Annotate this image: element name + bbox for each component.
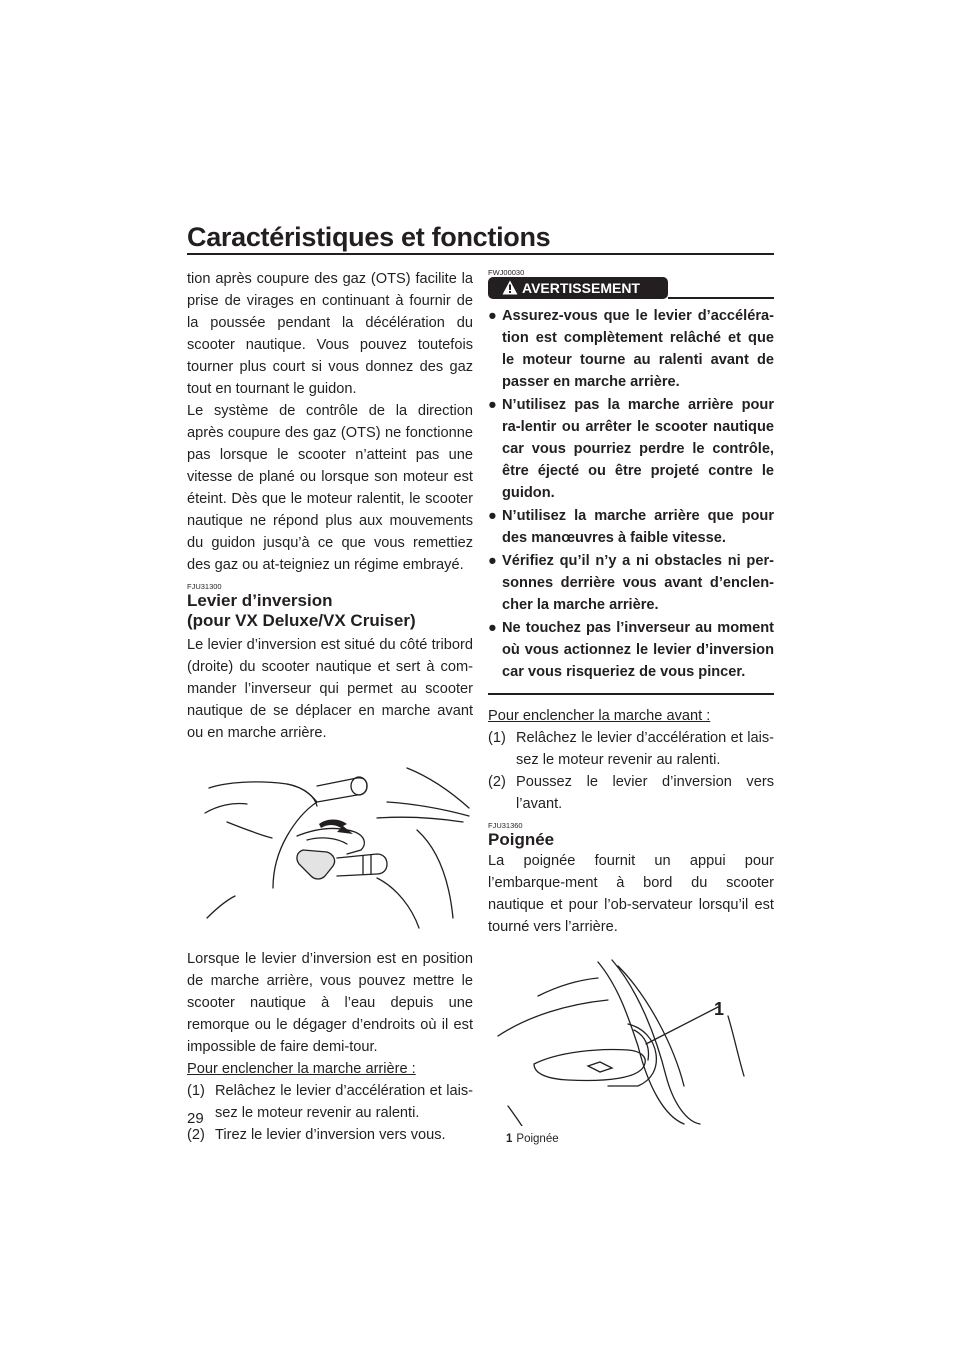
paragraph-reverse-use: Lorsque le levier d’inversion est en position de marche arrière, vous pouvez mettre le scooter nautique à l’eau depuis une remorque ou le dégager d’endroits où il est impossible de faire demi-tour. [187, 951, 473, 1055]
warning-text: N’utilisez pas la marche arrière pour ra-lentir ou arrêter le scooter nautique car vous pourriez perdre le contrôle, être éjecté ou être projeté contre le guidon. [502, 397, 774, 501]
section-code: FJU31300 [187, 582, 222, 591]
paragraph-reverse-lever: Le levier d’inversion est situé du côté tribord (droite) du scooter nautique et sert à com-mander l’inverseur qui permet au scooter nautique de se déplacer en marche avant ou en marche arrière. [187, 637, 473, 741]
forward-procedure-title: Pour enclencher la marche avant : [488, 708, 711, 724]
step-text: Relâchez le levier d’accélération et lais-sez le moteur revenir au ralenti. [516, 730, 774, 768]
warning-item [488, 550, 774, 616]
step-number: (2) [187, 1127, 205, 1143]
reverse-lever-illustration [187, 758, 473, 938]
bullet-icon: ● [488, 620, 497, 636]
warning-item [488, 394, 774, 504]
paragraph-ots-limits: Le système de contrôle de la direction après coupure des gaz (OTS) ne fonctionne pas lorsque le scooter n’atteint pas une vitesse de plané ou lorsque son moteur est éteint. Dès que le moteur ralentit, le scooter nautique ne répond plus aux mouvements du guidon jusqu’à ce que vous remettiez des gaz ou at-teigniez un régime embrayé. [187, 403, 473, 573]
grab-handle-illustration [488, 956, 774, 1126]
heading-reverse-lever-models: (pour VX Deluxe/VX Cruiser) [187, 611, 416, 630]
warning-text: Ne touchez pas l’inverseur au moment où vous actionnez le levier d’inversion car vous risqueriez de vous pincer. [502, 620, 774, 680]
warning-item [488, 305, 774, 393]
bullet-icon: ● [488, 397, 497, 413]
warning-rule [668, 297, 774, 299]
step-text: Tirez le levier d’inversion vers vous. [215, 1127, 446, 1143]
forward-step [488, 727, 774, 771]
figure-caption [488, 1128, 774, 1150]
page-number: 29 [187, 1110, 204, 1127]
reverse-step [187, 1124, 473, 1146]
warning-text: Assurez-vous que le levier d’accéléra-tion est complètement relâché et que le moteur tourne au ralenti avant de passer en marche arrière. [502, 308, 774, 390]
warning-item [488, 505, 774, 549]
warning-icon [502, 280, 518, 295]
warning-text: Vérifiez qu’il n’y a ni obstacles ni per-sonnes derrière vous avant d’enclen-cher la marche arrière. [502, 553, 774, 613]
step-text: Relâchez le levier d’accélération et lais-sez le moteur revenir au ralenti. [215, 1083, 473, 1121]
callout-number: 1 [714, 999, 725, 1019]
bullet-icon: ● [488, 553, 497, 569]
caption-text: Poignée [516, 1133, 559, 1145]
caption-number: 1 [506, 1133, 513, 1145]
title-rule [187, 253, 774, 255]
page-title: Caractéristiques et fonctions [187, 222, 551, 252]
warning-code: FWJ00030 [488, 268, 525, 277]
reverse-step [187, 1080, 473, 1124]
grab-handle-figure [488, 956, 774, 1126]
warning-text: N’utilisez la marche arrière que pour des manœuvres à faible vitesse. [502, 508, 774, 546]
paragraph-ots-continued: tion après coupure des gaz (OTS) facilite la prise de virages en continuant à fournir de la poussée pendant la décélération du scooter nautique. Vous pouvez toutefois tourner plus court si vous donnez des gaz tout en tournant le guidon. [187, 271, 473, 397]
forward-step [488, 771, 774, 815]
paragraph-grab-handle: La poignée fournit un appui pour l’embarque-ment à bord du scooter nautique et pour l’ob-servateur lorsqu’il est tourné vers l’arrière. [488, 853, 774, 935]
warning-label: AVERTISSEMENT [522, 280, 640, 296]
step-text: Poussez le levier d’inversion vers l’avant. [516, 774, 774, 812]
left-column [187, 268, 473, 1146]
bullet-icon: ● [488, 508, 497, 524]
warning-bottom-rule [488, 693, 774, 695]
reverse-procedure-title: Pour enclencher la marche arrière : [187, 1061, 416, 1077]
right-column [488, 268, 774, 1150]
step-number: (1) [187, 1083, 205, 1099]
warning-badge [488, 277, 668, 299]
bullet-icon: ● [488, 308, 497, 324]
section-code: FJU31360 [488, 821, 523, 830]
heading-reverse-lever: Levier d’inversion [187, 591, 333, 610]
heading-grab-handle: Poignée [488, 830, 555, 849]
warning-item [488, 617, 774, 683]
step-number: (1) [488, 730, 506, 746]
step-number: (2) [488, 774, 506, 790]
warning-header [488, 277, 774, 301]
